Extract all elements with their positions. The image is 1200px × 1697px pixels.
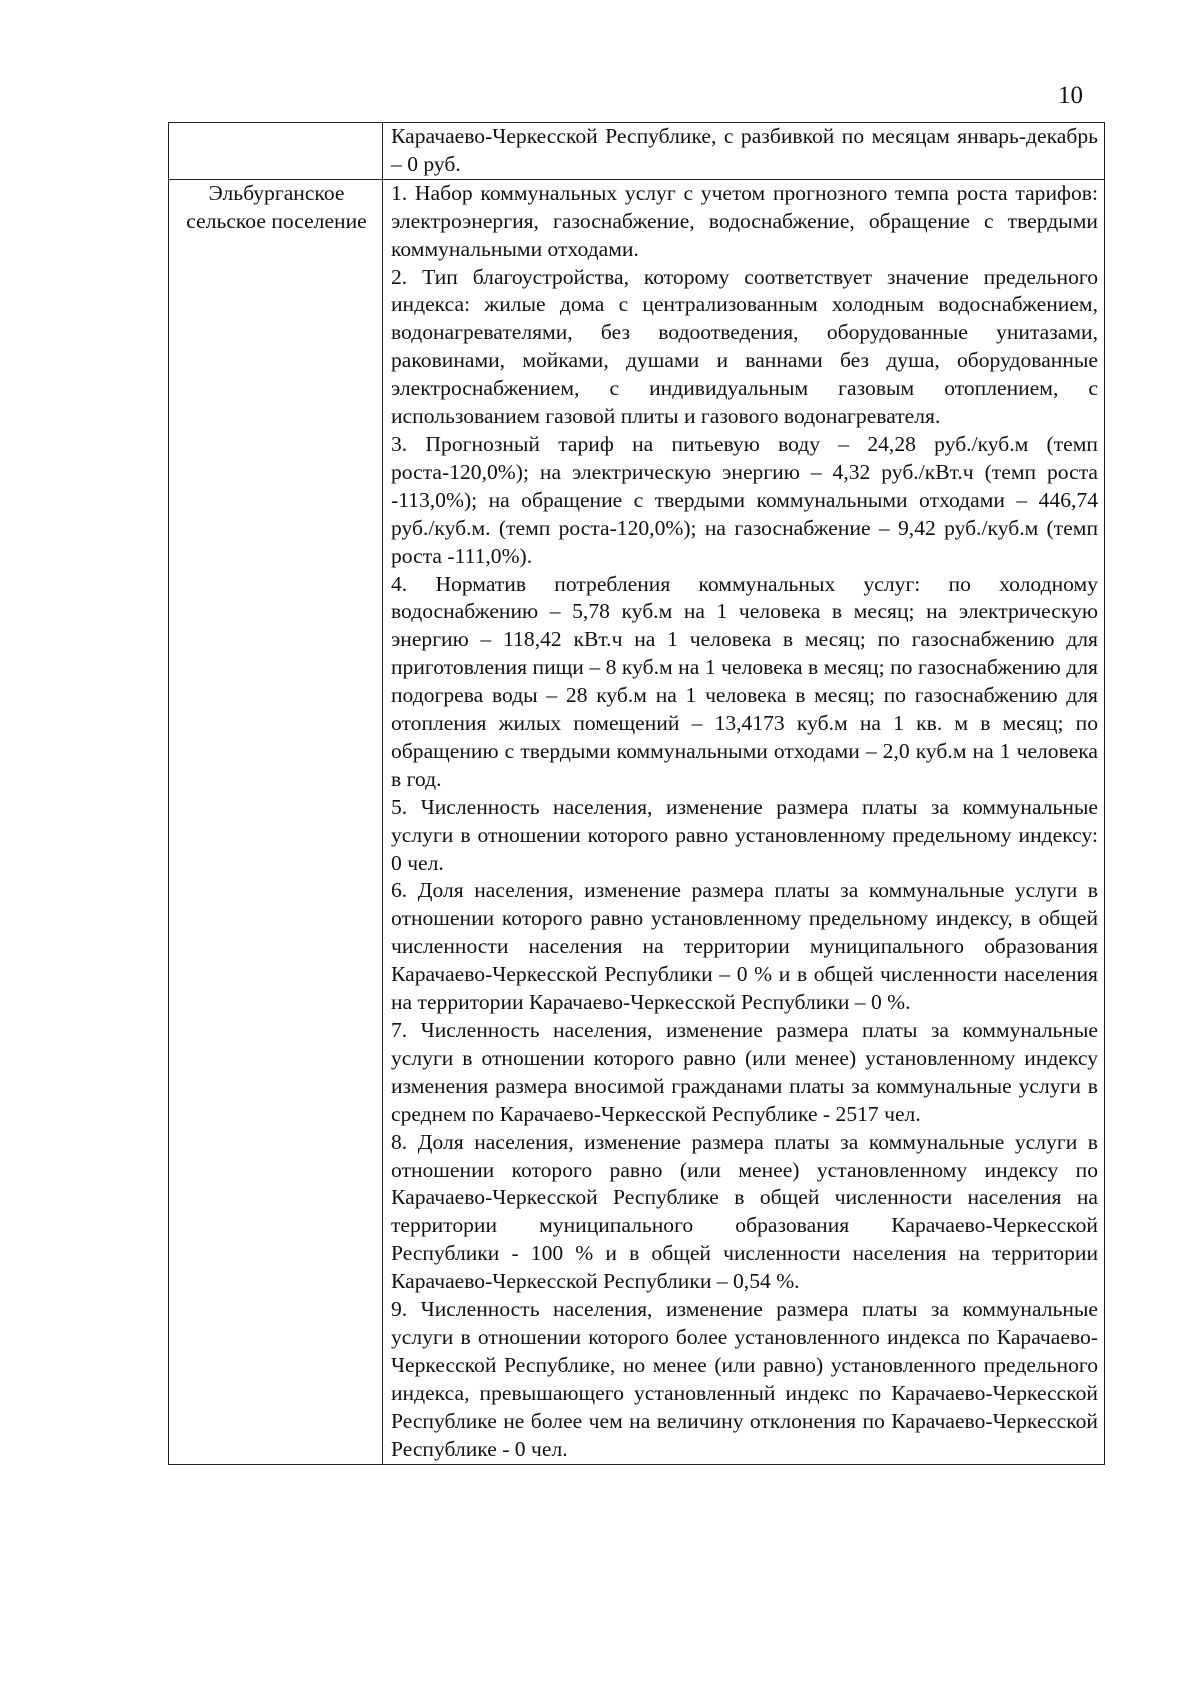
paragraph-2: 2. Тип благоустройства, которому соответствует значение предельного индекса: жилые дома с централизованным холодным водоснабжением, водонагревателями, без водоотведения, оборудованные унитазами, раковинами, мойками, душами и ваннами без душа, оборудованные электроснабжением, с индивидуальным газовым отоплением, с использованием газовой плиты и газового водонагревателя. xyxy=(391,264,1098,429)
paragraph: Карачаево-Черкесской Республике, с разбивкой по месяцам январь-декабрь – 0 руб. xyxy=(391,124,1098,176)
paragraph-4: 4. Норматив потребления коммунальных услуг: по холодному водоснабжению – 5,78 куб.м на 1 человека в месяц; на электрическую энергию – 118,42 кВт.ч на 1 человека в месяц; по газоснабжению для приготовления пищи – 8 куб.м на 1 человека в месяц; по газоснабжению для подогрева воды – 28 куб.м на 1 человека в месяц; по газоснабжению для отопления жилых помещений – 13,4173 куб.м на 1 кв. м в месяц; по обращению с твердыми коммунальными отходами – 2,0 куб.м на 1 человека в год. xyxy=(391,571,1098,791)
details-cell xyxy=(383,179,1105,1464)
details-cell xyxy=(383,123,1105,180)
table-row-continuation xyxy=(169,123,1105,180)
paragraph-3: 3. Прогнозный тариф на питьевую воду – 24,28 руб./куб.м (темп роста-120,0%); на электрическую энергию – 4,32 руб./кВт.ч (темп роста -113,0%); на обращение с твердыми коммунальными отходами – 446,74 руб./куб.м. (темп роста-120,0%); на газоснабжение – 9,42 руб./куб.м (темп роста -111,0%). xyxy=(391,431,1098,568)
table-row-elburgan xyxy=(169,179,1105,1464)
paragraph-1: 1. Набор коммунальных услуг с учетом прогнозного темпа роста тарифов: электроэнергия, газоснабжение, водоснабжение, обращение с твердыми коммунальными отходами. xyxy=(391,180,1098,261)
paragraph-5: 5. Численность населения, изменение размера платы за коммунальные услуги в отношении которого равно установленному предельному индексу: 0 чел. xyxy=(391,794,1098,875)
settlement-table xyxy=(168,122,1105,1465)
settlement-cell xyxy=(169,123,383,180)
page-number: 10 xyxy=(1058,82,1083,109)
paragraph-6: 6. Доля населения, изменение размера платы за коммунальные услуги в отношении которого равно установленному предельному индексу, в общей численности населения на территории муниципального образования Карачаево-Черкесской Республики – 0 % и в общей численности населения на территории Карачаево-Черкесской Республики – 0 %. xyxy=(391,878,1098,1015)
paragraph-7: 7. Численность населения, изменение размера платы за коммунальные услуги в отношении которого равно (или менее) установленному индексу изменения размера вносимой гражданами платы за коммунальные услуги в среднем по Карачаево-Черкесской Республике - 2517 чел. xyxy=(391,1018,1098,1126)
settlement-cell xyxy=(169,179,383,1464)
paragraph-8: 8. Доля населения, изменение размера платы за коммунальные услуги в отношении которого равно (или менее) установленному индексу по Карачаево-Черкесской Республике в общей численности населения на территории муниципального образования Карачаево-Черкесской Республики - 100 % и в общей численности населения на территории Карачаево-Черкесской Республики – 0,54 %. xyxy=(391,1129,1098,1294)
paragraph-9: 9. Численность населения, изменение размера платы за коммунальные услуги в отношении которого более установленного индекса по Карачаево-Черкесской Республике, но менее (или равно) установленного предельного индекса, превышающего установленный индекс по Карачаево-Черкесской Республике не более чем на величину отклонения по Карачаево-Черкесской Республике - 0 чел. xyxy=(391,1297,1098,1461)
settlement-name: Эльбурганское сельское поселение xyxy=(186,180,367,233)
